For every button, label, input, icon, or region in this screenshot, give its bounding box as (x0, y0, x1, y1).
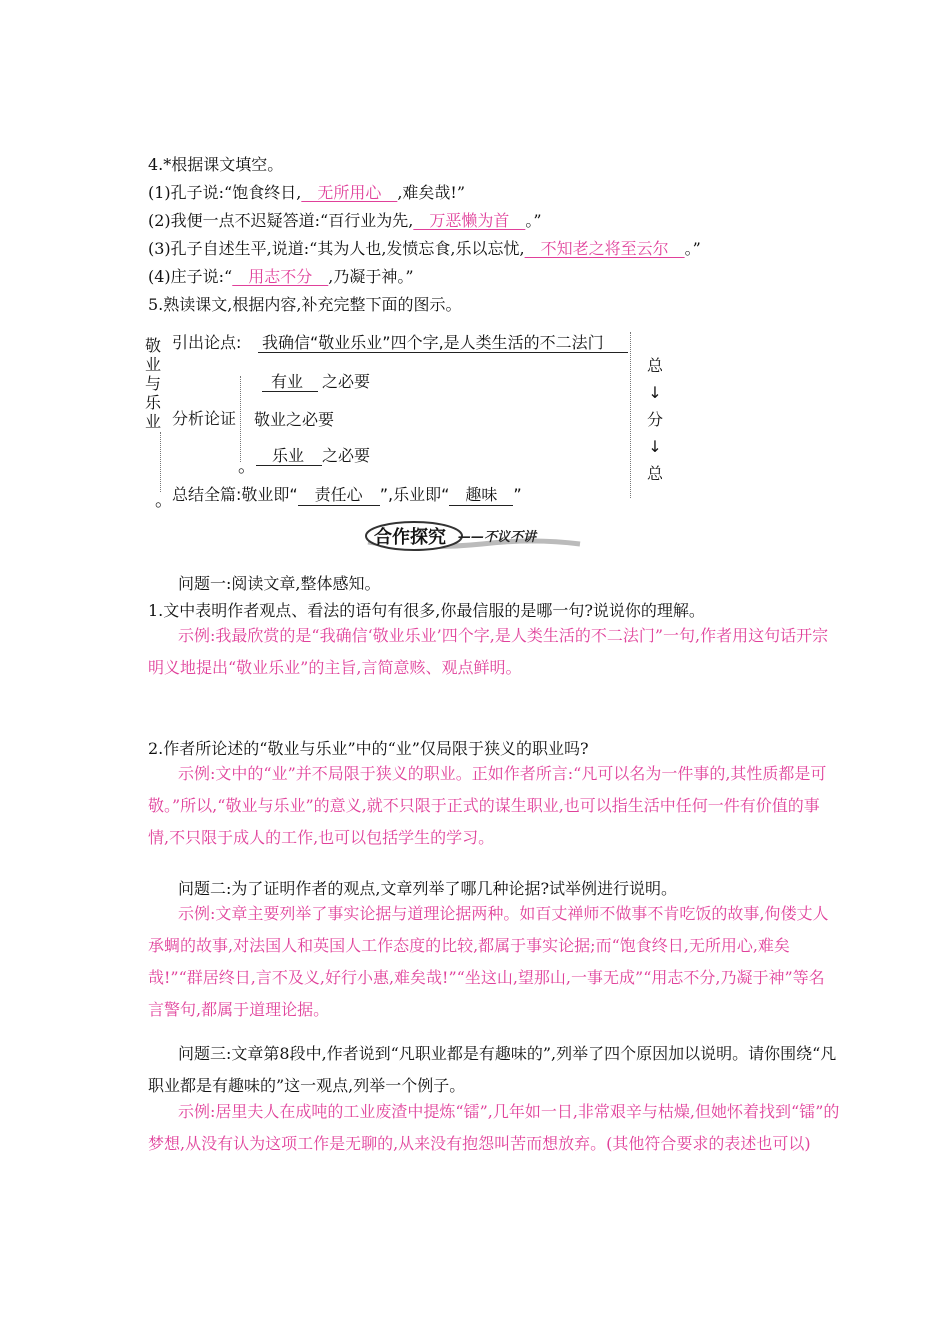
problem1-a2: 示例:文中的“业”并不局限于狭义的职业。正如作者所言:“凡可以名为一件事的,其性质都是可敬。”所以,“敬业与乐业”的意义,就不只限于正式的谋生职业,也可以指生活中任何一件有价值的事情,不只限于成人的工作,也可以包括学生的学习。 (148, 764, 827, 847)
row1-text: 之必要 (322, 372, 371, 391)
section-banner (362, 520, 586, 554)
bracket-dot: 。 (155, 490, 173, 511)
problem3-answer: 示例:居里夫人在成吨的工业废渣中提炼“镭”,几年如一日,非常艰辛与枯燥,但她怀着找到“镭”的梦想,从没有认为这项工作是无聊的,从来没有抱怨叫苦而想放弃。(其他符合要求的表述也可以) (148, 1102, 840, 1153)
row1-answer: 有业 (271, 372, 304, 391)
q4-item-2: (2)我便一点不迟疑答道:“百行业为先, 万恶懒为首 。” (148, 211, 542, 230)
q4-title: 4.*根据课文填空。 (148, 155, 284, 174)
banner-subtitle: ——不议不讲 (458, 530, 537, 545)
right-bracket (630, 332, 631, 498)
row1-underline (262, 391, 318, 392)
row3-text: 之必要 (322, 446, 371, 465)
summary-answer-2: 趣味 (449, 482, 513, 506)
problem1-q2: 2.作者所论述的“敬业与乐业”中的“业”仅局限于狭义的职业吗? (148, 739, 589, 758)
analysis-bracket (240, 376, 241, 462)
q4-item-4: (4)庄子说:“ 用志不分 ,乃凝于神。” (148, 267, 414, 286)
banner-title: 合作探究 (374, 527, 446, 548)
analysis-dot: 。 (238, 456, 256, 477)
analysis-label: 分析论证 (172, 409, 237, 428)
q4-item-3: (3)孔子自述生平,说道:“其为人也,发愤忘食,乐以忘忧, 不知老之将至云尔 。” (148, 239, 701, 258)
q4-answer-3: 不知老之将至云尔 (524, 239, 685, 258)
problem2-title: 问题二:为了证明作者的观点,文章列举了哪几种论据?试举例进行说明。 (178, 879, 678, 898)
intro-text: 我确信“敬业乐业”四个字,是人类生活的不二法门 (262, 333, 604, 352)
summary-line: 总结全篇:敬业即“ 责任心 ”,乐业即“ 趣味 ” (172, 482, 522, 506)
q4-item-1: (1)孔子说:“饱食终日, 无所用心 ,难矣哉!” (148, 183, 466, 202)
problem1-q1: 1.文中表明作者观点、看法的语句有很多,你最信服的是哪一句?说说你的理解。 (148, 601, 705, 620)
intro-label: 引出论点: (172, 333, 242, 352)
right-labels: 总 ↓ 分 ↓ 总 (646, 356, 663, 483)
q4-answer-4: 用志不分 (232, 267, 329, 286)
problem2-answer: 示例:文章主要列举了事实论据与道理论据两种。如百丈禅师不做事不肯吃饭的故事,佝偻丈人承蜩的故事,对法国人和英国人工作态度的比较,都属于事实论据;而“饱食终日,无所用心,难矣哉!”“群居终日,言不及义,好行小惠,难矣哉!”“坐这山,望那山,一事无成”“用志不分,乃凝于神”等名言警句,都属于道理论据。 (148, 904, 829, 1019)
problem1-a1: 示例:我最欣赏的是“我确信‘敬业乐业’四个字,是人类生活的不二法门”一句,作者用这句话开宗明义地提出“敬业乐业”的主旨,言简意赅、观点鲜明。 (148, 626, 829, 677)
row3-underline (256, 465, 322, 466)
row2-text: 敬业之必要 (254, 410, 335, 429)
intro-underline (258, 352, 628, 353)
q5-title: 5.熟读课文,根据内容,补充完整下面的图示。 (148, 295, 462, 314)
summary-answer-1: 责任心 (298, 482, 380, 506)
row3-answer: 乐业 (272, 446, 305, 465)
problem1-title: 问题一:阅读文章,整体感知。 (178, 574, 381, 593)
q4-answer-2: 万恶懒为首 (413, 211, 526, 230)
problem3-title: 问题三:文章第8段中,作者说到“凡职业都是有趣味的”,列举了四个原因加以说明。请你围绕“凡职业都是有趣味的”这一观点,列举一个例子。 (148, 1044, 837, 1095)
left-bracket (160, 432, 161, 492)
diagram-vertical-title: 敬 业 与 乐 业 (145, 336, 162, 431)
q4-answer-1: 无所用心 (301, 183, 398, 202)
